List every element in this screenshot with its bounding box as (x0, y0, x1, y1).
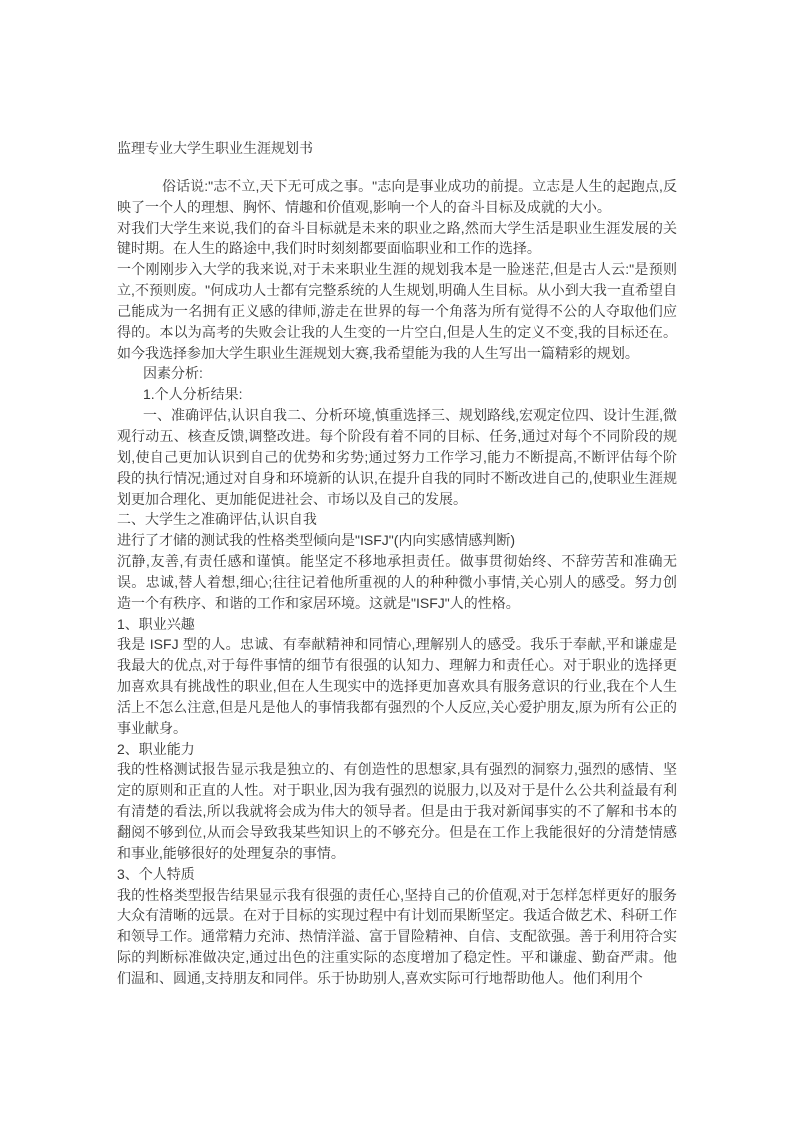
paragraph: 二、大学生之准确评估,认识自我 (117, 511, 317, 528)
paragraph: 沉静,友善,有责任感和谨慎。能坚定不移地承担责任。做事贯彻始终、不辞劳苦和准确无误。忠诚,替人着想,细心;往往记着他所重视的人的种种微小事情,关心别人的感受。努力创造一个有秩序、和谐的工作和家居环境。这就是"ISFJ"人的性格。 (117, 553, 677, 611)
paragraph: 1、职业兴趣 (117, 615, 195, 632)
paragraph: 我是 ISFJ 型的人。忠诚、有奉献精神和同情心,理解别人的感受。我乐于奉献,平和谦虚是我最大的优点,对于每件事情的细节有很强的认知力、理解力和责任心。对于职业的选择更加喜欢具有挑战性的职业,但在人生现实中的选择更加喜欢具有服务意识的行业,我在个人生活上不怎么注意,但是凡是他人的事情我都有强烈的个人反应,关心爱护朋友,原为所有公正的事业献身。 (117, 636, 677, 736)
document-title: 监理专业大学生职业生涯规划书 (117, 140, 313, 156)
paragraph: 我的性格类型报告结果显示我有很强的责任心,坚持自己的价值观,对于怎样怎样更好的服务大众有清晰的远景。在对于目标的实现过程中有计划而果断坚定。我适合做艺术、科研工作和领导工作。通常精力充沛、热情洋溢、富于冒险精神、自信、支配欲强。善于利用符合实际的判断标准做决定,通过出色的注重实际的态度增加了稳定性。平和谦虚、勤奋严肃。他们温和、圆通,支持朋友和同伴。乐于协助别人,喜欢实际可行地帮助他人。他们利用个 (117, 886, 677, 986)
paragraph: 1.个人分析结果: (143, 386, 243, 403)
paragraph: 俗话说:"志不立,天下无可成之事。"志向是事业成功的前提。立志是人生的起跑点,反映了一个人的理想、胸怀、情趣和价值观,影响一个人的奋斗目标及成就的大小。 (117, 177, 677, 215)
paragraph: 3、个人特质 (117, 865, 195, 882)
paragraph: 2、职业能力 (117, 740, 195, 757)
paragraph: 进行了才储的测试我的性格类型倾向是"ISFJ"(内向实感情感判断) (117, 532, 516, 549)
paragraph: 一、准确评估,认识自我二、分析环境,慎重选择三、规划路线,宏观定位四、设计生涯,微观行动五、核查反馈,调整改进。每个阶段有着不同的目标、任务,通过对每个不同阶段的规划,使自己更加认识到自己的优势和劣势;通过努力工作学习,能力不断提高,不断评估每个阶段的执行情况;通过对自身和环境新的认识,在提升自我的同时不断改进自己的,使职业生涯规划更加合理化、更加能促进社会、市场以及自己的发展。 (117, 407, 677, 507)
paragraph: 对我们大学生来说,我们的奋斗目标就是未来的职业之路,然而大学生活是职业生涯发展的关键时期。在人生的路途中,我们时时刻刻都要面临职业和工作的选择。 (117, 219, 677, 257)
document-body (117, 176, 677, 989)
paragraph: 一个刚刚步入大学的我来说,对于未来职业生涯的规划我本是一脸迷茫,但是古人云:"是预则立,不预则废。"何成功人士都有完整系统的人生规划,明确人生目标。从小到大我一直希望自己能成为一名拥有正义感的律师,游走在世界的每一个角落为所有觉得不公的人夺取他们应得的。本以为高考的失败会让我的人生变的一片空白,但是人生的定义不变,我的目标还在。如今我选择参加大学生职业生涯规划大赛,我希望能为我的人生写出一篇精彩的规划。 (117, 261, 677, 361)
paragraph: 我的性格测试报告显示我是独立的、有创造性的思想家,具有强烈的洞察力,强烈的感情、坚定的原则和正直的人性。对于职业,因为我有强烈的说服力,以及对于是什么公共利益最有利有清楚的看法,所以我就将会成为伟大的领导者。但是由于我对新闻事实的不了解和书本的翻阅不够到位,从而会导致我某些知识上的不够充分。但是在工作上我能很好的分清楚情感和事业,能够很好的处理复杂的事情。 (117, 761, 677, 861)
paragraph: 因素分析: (143, 365, 203, 382)
